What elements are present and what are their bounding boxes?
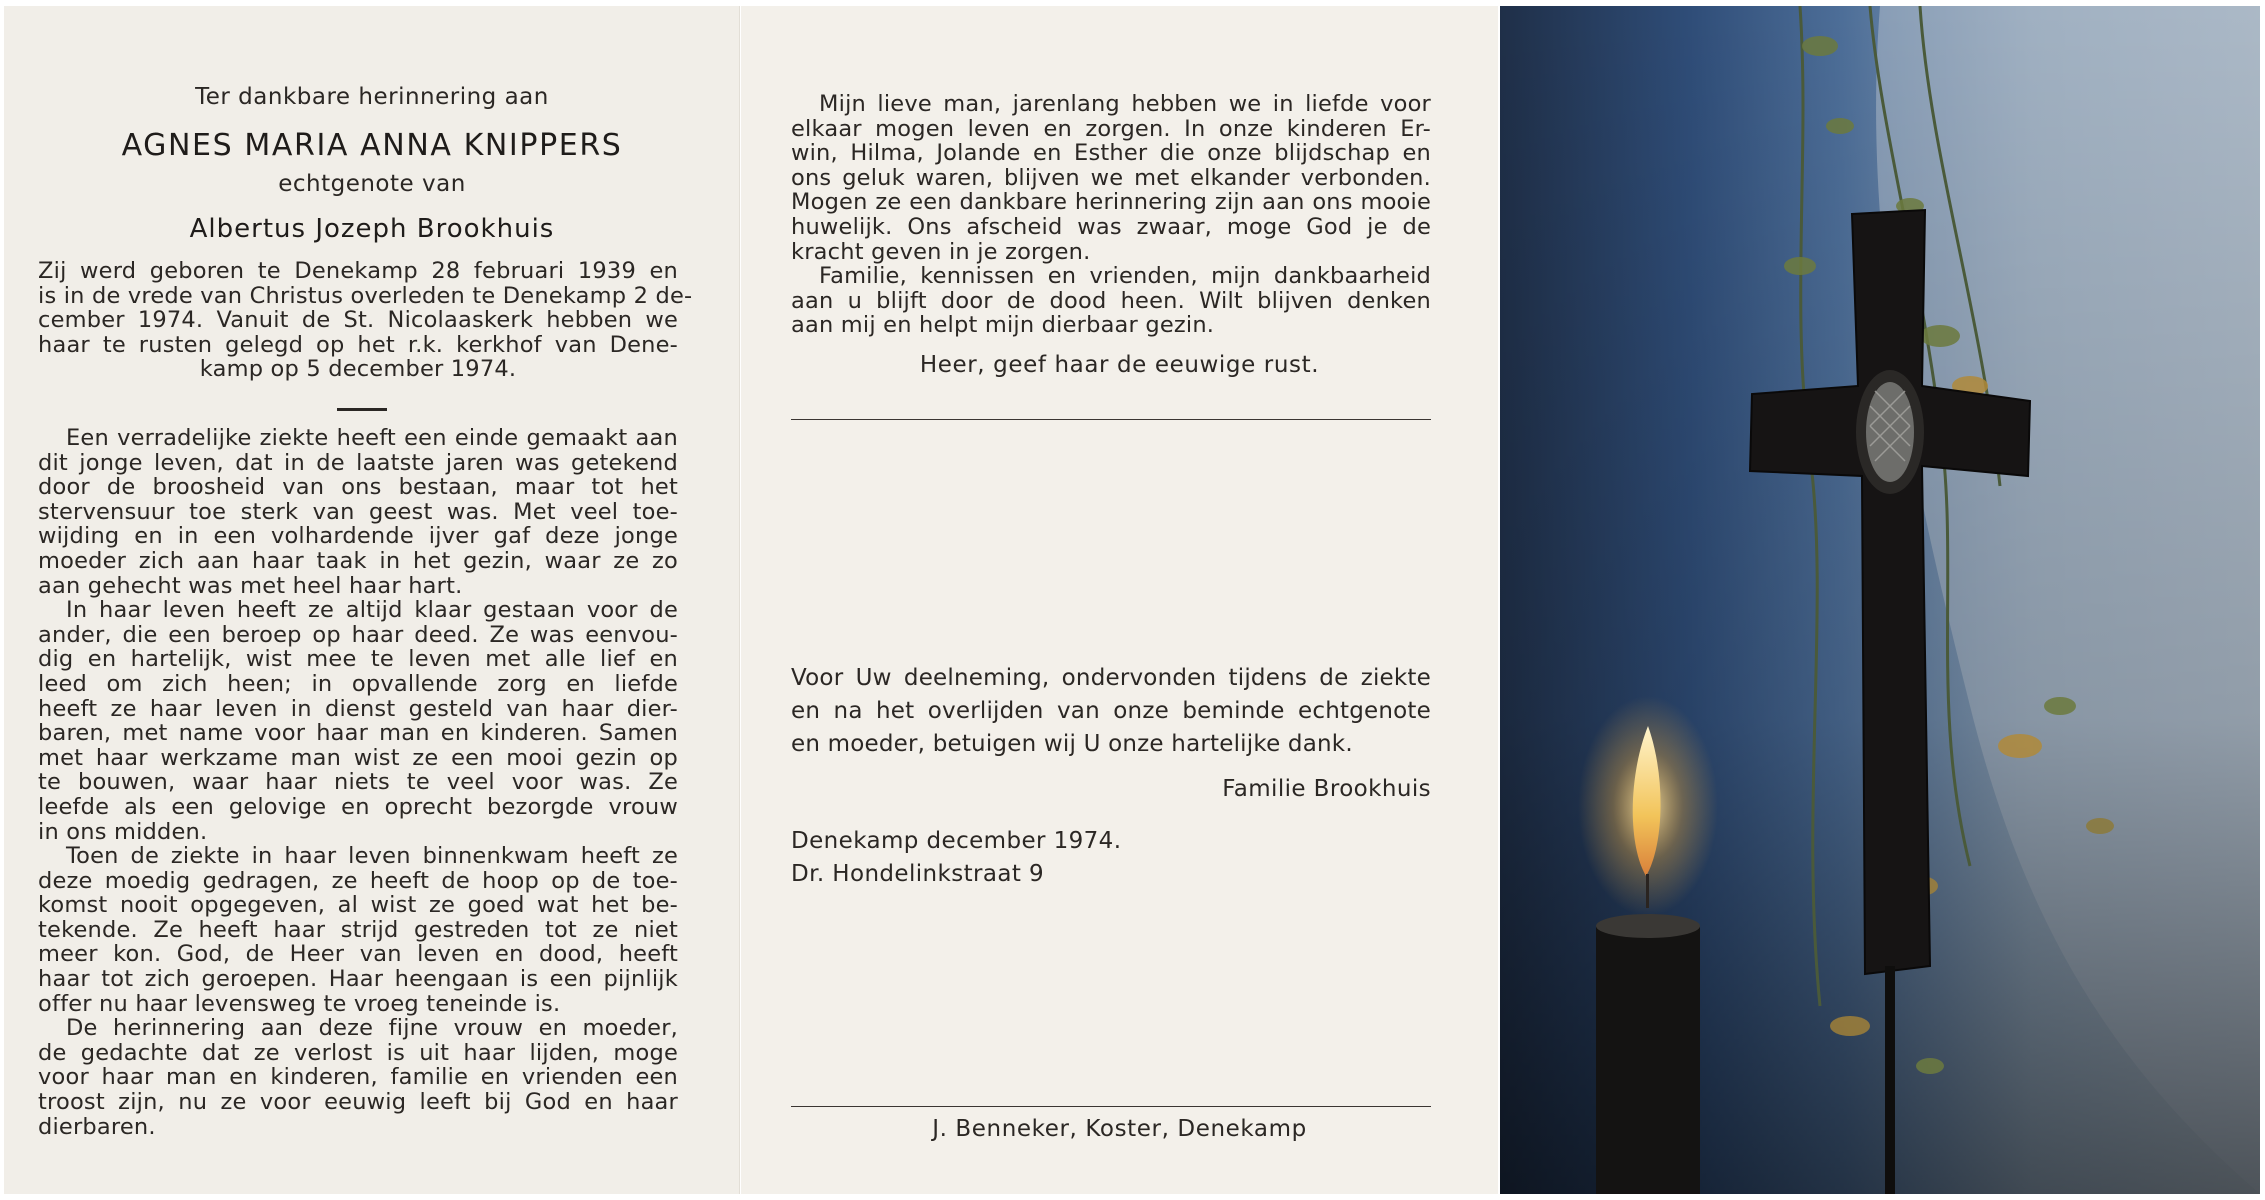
tribute-line: stervensuur toe sterk van geest was. Met veel toe-	[38, 498, 678, 525]
tribute-line: offer nu haar levensweg te vroeg teneinde is.	[38, 990, 561, 1017]
memorial-photo	[1500, 6, 2260, 1194]
biography	[38, 258, 693, 383]
tribute-line: voor haar man en kinderen, familie en vrienden een	[38, 1064, 678, 1091]
tribute-line: ander, die een beroep op haar deed. Ze was eenvou-	[38, 621, 678, 648]
bio-line: cember 1974. Vanuit de St. Nicolaaskerk hebben we	[38, 307, 678, 334]
divider-rule	[791, 1106, 1431, 1107]
bio-line: Zij werd geboren te Denekamp 28 februari 1939 en	[38, 258, 678, 284]
thanks-text	[791, 662, 1431, 761]
deceased-name: AGNES MARIA ANNA KNIPPERS	[121, 128, 623, 163]
tribute-line: leed om zich heen; in opvallende zorg en liefde	[38, 670, 678, 697]
separator-dash	[337, 408, 387, 411]
tribute-line: moeder zich aan haar taak in het gezin, waar ze zo	[38, 547, 678, 574]
tribute-line: De herinnering aan deze fijne vrouw en moeder,	[66, 1015, 678, 1042]
tribute-line: leefde als een gelovige en oprecht bezorgde vrouw	[38, 793, 678, 820]
tribute-line: door de broosheid van ons bestaan, maar tot het	[38, 474, 678, 501]
thanks-line: en moeder, betuigen wij U onze hartelijke dank.	[791, 731, 1353, 757]
middle-card-panel	[741, 6, 1498, 1194]
thanks-line: Voor Uw deelneming, ondervonden tijdens de ziekte	[791, 665, 1431, 691]
tribute-line: dierbaren.	[38, 1113, 156, 1140]
message-line: win, Hilma, Jolande en Esther die onze blijdschap en	[791, 140, 1431, 167]
tribute-line: aan gehecht was met heel haar hart.	[38, 572, 463, 599]
tribute-line: komst nooit opgegeven, al wist ze goed wat het be-	[38, 892, 678, 919]
left-card-panel	[4, 6, 740, 1194]
message-line: huwelijk. Ons afscheid was zwaar, moge God je de	[791, 213, 1431, 240]
personal-message	[791, 92, 1431, 338]
tribute-line: de gedachte dat ze verlost is uit haar lijden, moge	[38, 1039, 678, 1066]
message-line: Mijn lieve man, jarenlang hebben we in liefde voor	[819, 91, 1431, 117]
printer-credit: J. Benneker, Koster, Denekamp	[932, 1116, 1307, 1142]
tribute-line: meer kon. God, de Heer van leven en dood, heeft	[38, 941, 678, 968]
tribute-line: In haar leven heeft ze altijd klaar gestaan voor de	[66, 597, 678, 624]
tribute-line: heeft ze haar leven in dienst gesteld van haar dier-	[38, 695, 678, 722]
tribute-line: te bouwen, waar haar niets te veel voor was. Ze	[38, 769, 678, 796]
message-line: ons geluk waren, blijven we met elkander verbonden.	[791, 164, 1431, 191]
bio-line: is in de vrede van Christus overleden te Denekamp 2 de-	[38, 282, 693, 309]
tribute-line: tekende. Ze heeft haar strijd gestreden tot ze niet	[38, 916, 678, 943]
message-line: kracht geven in je zorgen.	[791, 238, 1091, 265]
thanks-line: en na het overlijden van onze beminde echtgenote	[791, 698, 1431, 724]
tribute-line: Een verradelijke ziekte heeft een einde gemaakt aan	[66, 425, 678, 451]
message-line: Mogen ze een dankbare herinnering zijn aan ons mooie	[791, 189, 1431, 216]
tribute-line: dit jonge leven, dat in de laatste jaren was getekend	[38, 449, 678, 476]
message-line: aan u blijft door de dood heen. Wilt blijven denken	[791, 287, 1431, 314]
candle-icon	[1578, 696, 1718, 1194]
tribute-line: met haar werkzame man wist ze een mooi gezin op	[38, 744, 678, 771]
family-signature: Familie Brookhuis	[1222, 776, 1431, 802]
spouse-of-text: echtgenote van	[278, 171, 466, 197]
tribute-line: baren, met name voor haar man en kinderen. Samen	[38, 720, 678, 747]
tribute-line: haar tot zich geroepen. Haar heengaan is een pijnlijk	[38, 966, 678, 993]
tribute-line: dig en hartelijk, wist mee te leven met alle lief en	[38, 646, 678, 673]
bio-line: haar te rusten gelegd op het r.k. kerkhof van Dene-	[38, 331, 678, 358]
tribute-text	[38, 426, 678, 1139]
intro-text: Ter dankbare herinnering aan	[195, 84, 549, 110]
cross-and-candle-photo	[1500, 6, 2260, 1194]
tribute-line: in ons midden.	[38, 818, 208, 845]
tribute-line: deze moedig gedragen, ze heeft de hoop op de toe-	[38, 867, 678, 894]
place-date: Denekamp december 1974.	[791, 828, 1122, 854]
message-line: aan mij en helpt mijn dierbaar gezin.	[791, 312, 1215, 339]
bio-line: kamp op 5 december 1974.	[199, 356, 517, 383]
tribute-line: troost zijn, nu ze voor eeuwig leeft bij God en haar	[38, 1089, 678, 1116]
husband-name: Albertus Jozeph Brookhuis	[189, 214, 555, 244]
tribute-line: wijding en in een volhardende ijver gaf deze jonge	[38, 523, 678, 550]
divider-rule	[791, 419, 1431, 420]
prayer-text: Heer, geef haar de eeuwige rust.	[919, 352, 1320, 378]
message-line: Familie, kennissen en vrienden, mijn dankbaarheid	[819, 263, 1431, 290]
message-line: elkaar mogen leven en zorgen. In onze kinderen Er-	[791, 115, 1431, 142]
tribute-line: Toen de ziekte in haar leven binnenkwam heeft ze	[66, 843, 678, 870]
address: Dr. Hondelinkstraat 9	[791, 861, 1045, 887]
